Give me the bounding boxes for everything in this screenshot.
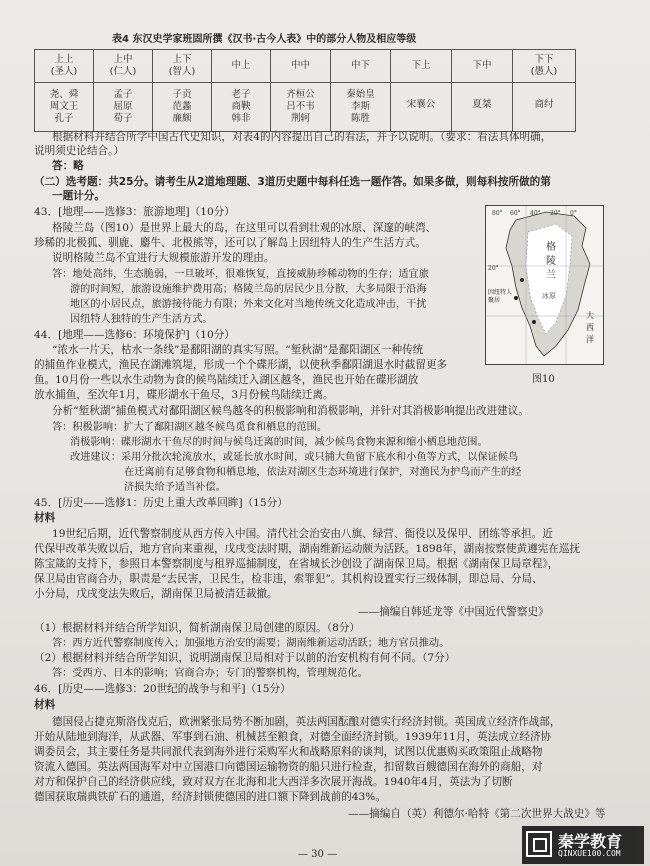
table-cell: 子贡 范蠡 廉颇 [153,83,212,132]
map-label: 西 [586,323,594,332]
table-caption: 表4 东汉史学家班固所撰《汉书·古今人表》中的部分人物及相应等级 [112,34,417,45]
text-line: “浓水一片天，枯水一条线”是鄱阳湖的真实写照。“堑秋湖”是鄱阳湖区一种传统 [52,344,424,356]
text-line: （二）选考题：共25分。请考生从2道地理题、3道历史题中每科任选一题作答。如果多做，则每科按所做的第 [34,176,551,188]
table-cell: 商纣 [513,83,576,132]
table-cell: 秦始皇 李斯 陈胜 [331,83,391,132]
table-header-cell: 下上 [391,50,452,83]
table-cell: 夏桀 [452,83,513,132]
logo-name: 秦学教育 [558,832,623,851]
text-line: 济损失给予适当补偿。 [124,482,226,493]
text-line: 格陵兰岛（图10）是世界上最大的岛，在这里可以看到壮观的冰原、深邃的峡湾、 [52,222,437,234]
text-line: 鱼。10月份一些以水生动物为食的候鸟陆续迁入湖区越冬，渔民也开始在碟形湖放 [34,374,419,386]
greenland-map [485,205,604,365]
table-cell: 孟子 屈原 荀子 [94,83,153,132]
text-line: 答：地处高纬，生态脆弱，一旦破坏，很难恢复，直接威胁珍稀动物的生存；适宜旅 [52,269,429,280]
text-line: 说明格陵兰岛不宜进行大规模旅游开发的理由。 [52,252,275,264]
text-line: 代保甲改革失败以后，地方官向来重视，戊戌变法时期，湖南维新运动颇为活跃。1898年，湖南按察使黄遵宪在巡抚 [34,543,581,555]
text-line: 小分局，戊戌变法失败后，湖南保卫局被清廷裁撤。 [34,588,278,600]
text-line: 因纽特人独特的生产生活方式。 [70,314,213,325]
settlement-dot [532,320,536,324]
table-cell: 齐桓公 吕不韦 荆轲 [271,83,331,132]
table-header-cell: 中下 [331,50,391,83]
text-line: 答：积极影响：扩大了鄱阳湖区越冬候鸟觅食和栖息的范围。 [52,422,328,433]
watermark-logo [522,826,644,864]
map-label: 兰 [546,270,556,281]
map-lat-label: 60° [510,210,521,217]
text-line: 答：受西方、日本的影响；官商合办；专门的警察机构，管理规范化。 [52,668,368,679]
text-line: 保卫局由官商合办，职责是“去民害，卫民生，检非违，索罪犯”。其机构设置实行三级体制，即总局、分局、 [34,573,543,585]
text-line: 45．[历史——选修1：历史上重大改革回眸]（15分） [34,497,288,509]
settlement-dot [514,296,518,300]
text-line: 消极影响：碟形湖水干鱼尽的时间与候鸟迁离的时间，减少候鸟食物来源和缩小栖息地范围。 [70,437,488,448]
text-line: 一题计分。 [52,190,105,202]
text-line: 答：略 [52,160,84,172]
text-line: 答：西方近代警察制度传入；加强地方治安的需要；湖南维新运动活跃；地方官员推动。 [52,638,450,649]
map-label: 格 [546,242,556,253]
text-line: 游的时间短，旅游设施维护费用高；格陵兰岛的居民少且分散，大多局限于沿海 [70,284,427,295]
text-line: 开始从陆地到海洋，从武器、军事到石油、机械甚至粮食，对德全面经济封锁。1939年11月，英法成立经济协 [34,731,552,743]
table-row [35,83,576,132]
text-line: 地区的小居民点，旅游接待能力有限；外来文化对当地传统文化造成冲击，干扰 [70,299,427,310]
table-header-cell: 下中 [452,50,513,83]
text-line: （2）根据材料并结合所学知识，说明湖南保卫局相对于以前的治安机构有何不同。（7分） [34,652,456,664]
grade-table [34,49,576,132]
text-line: 德国获取瑞典铁矿石的通道，经济封锁使德国的进口额下降到战前的43%。 [34,791,386,803]
map-label: 大 [586,311,594,320]
table-header-cell: 下下 (愚人) [513,50,576,83]
text-line: 44．[地理——选修6：环境保护]（10分） [34,329,235,341]
map-lat-label: 80° [492,210,503,217]
map-label: 陵 [546,256,556,267]
text-line: ——摘编自韩延龙等《中国近代警察史》 [358,606,549,618]
table-header-cell: 中中 [271,50,331,83]
map-label: 洋 [586,335,594,344]
text-line: 珍稀的北极狐、驯鹿、麝牛、北极熊等，还可以了解岛上因纽特人的生产生活方式。 [34,237,426,249]
text-line: 根据材料并结合所学中国古代史知识，对表4的内容提出自己的看法，并予以说明。（要求：看法具体明确， [52,131,552,143]
text-line: 46．[历史——选修3：20世纪的战争与和平]（15分） [34,683,291,695]
table-cell: 宋襄公 [391,83,452,132]
page-number: — 30 — [298,849,338,860]
table-header-cell: 上中 (仁人) [94,50,153,83]
text-line: 改进建议：采用分批次轮流放水，或延长放水时间，或只捕大鱼留下底水和小鱼等方式，以保证候鸟 [70,452,519,463]
logo-icon [526,831,552,857]
text-line: ——摘编自（英）利德尔·哈特《第二次世界大战史》等 [348,808,606,820]
greenland-map-svg [486,206,603,364]
map-label: 因纽特人 [488,289,513,296]
map-label: 冰原 [542,292,556,300]
text-line: 说明须史论结合。） [34,145,125,157]
map-label: 20° [488,265,499,272]
text-line: （1）根据材料并结合所学知识，简析湖南保卫局创建的原因。（8分） [34,622,360,634]
text-line: 43．[地理——选修3：旅游地理]（10分） [34,206,235,218]
table-cell: 尧、舜 周文王 孔子 [35,83,94,132]
map-lat-label: 40° [530,210,541,217]
settlement-dot [520,278,524,282]
text-line: 材料 [34,699,56,711]
map-label: 聚居 [488,297,501,304]
text-line: 的捕鱼作业模式，渔民在湖滩筑堤，形成一个个碟形湖，以使秋季鄱阳湖退水时截留更多 [34,359,448,371]
map-lat-label: 0° [570,210,577,217]
table-cell: 老子 商鞅 韩非 [212,83,271,132]
table-header-cell: 上下 (智人) [153,50,212,83]
table-header-cell: 中上 [212,50,271,83]
table-header-cell: 上上 (圣人) [35,50,94,83]
text-line: 调委员会，其主要任务是共同派代表到海外进行采购军火和战略原料的谈判，试图以优惠购买政策阻止战略物 [34,746,543,758]
text-line: 对方和保护自己的经济供应线，致对双方在北海和北大西洋多次展开海战。1940年4月，英法为了切断 [34,776,513,788]
map-lat-label: 20° [550,210,561,217]
table-header-row [35,50,576,83]
text-line: 分析“堑秋湖”捕鱼模式对鄱阳湖区候鸟越冬的积极影响和消极影响，并针对其消极影响提出改进建议。 [52,405,529,417]
text-line: 德国侵占捷克斯洛伐克后，欧洲紧张局势不断加剧，英法两国酝酿对德实行经济封锁。英国成立经济作战部， [52,716,561,728]
text-line: 材料 [34,512,56,524]
logo-url: QINXUE100.COM [558,849,621,858]
text-line: 陈宝箴的支持下，参照日本警察制度与租界巡捕制度，在省城长沙创设了湖南保卫局。根据《湖南保卫局章程》， [34,558,559,570]
text-line: 放水捕鱼，至次年1月，碟形湖水干鱼尽，3月份候鸟陆续迁离。 [34,389,334,401]
text-line: 在迁离前有足够食物和栖息地，依法对湖区生态环境进行保护，对渔民为护鸟而产生的经 [124,467,522,478]
text-line: 资流入德国。英法两国海军对中立国港口向德国运输物资的船只进行检查，扣留数百艘德国在海外的商船，对 [34,761,543,773]
text-line: 19世纪后期，近代警察制度从西方传入中国。清代社会治安由八旗、绿营、衙役以及保甲、团练等承担。近 [52,528,553,540]
figure-caption: 图10 [532,374,555,385]
